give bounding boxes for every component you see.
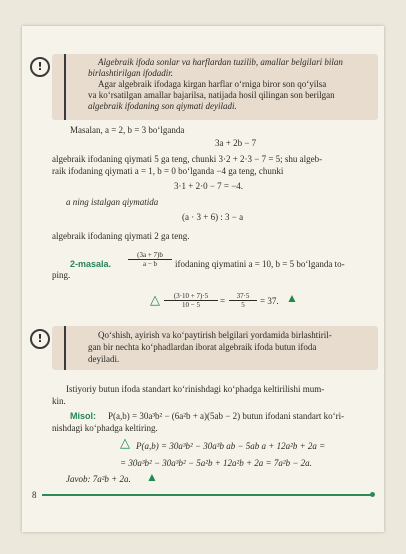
equals-sign: = <box>220 296 226 306</box>
example-text: P(a,b) = 30a³b² − (6a²b + a)(5ab − 2) butun ifodani standart ko‘ri- <box>108 411 345 421</box>
solution-result: = 37. <box>260 296 279 306</box>
solution-line: = 30a³b² − 30a³b² − 5a²b + 12a²b + 2a = 7a²b − 2a. <box>120 458 312 468</box>
body-text: Istiyoriy butun ifoda standart ko‘rinishdagi ko‘phadga keltirilishi mum- <box>66 384 325 394</box>
calculation: 3·1 + 2·0 − 7 = −4. <box>174 181 244 191</box>
problem-label: 2-masala. <box>70 259 112 269</box>
body-text: a ning istalgan qiymatida <box>66 197 159 207</box>
body-text: kin. <box>52 396 66 406</box>
solution-start-icon: △ <box>120 435 130 450</box>
fraction-denominator: 5 <box>241 301 245 309</box>
fraction-denominator: 10 − 5 <box>182 301 200 309</box>
fraction-numerator: 37·5 <box>229 292 257 301</box>
solution-end-icon: ▲ <box>146 470 158 484</box>
answer: Javob: 7a²b + 2a. <box>66 474 131 484</box>
exclamation-icon: ! <box>30 329 50 349</box>
definition-text: deyiladi. <box>88 354 120 364</box>
solution-line: P(a,b) = 30a³b² − 30a³b ab − 5ab a + 12a²b + 2a = <box>136 441 326 451</box>
example-intro: Masalan, a = 2, b = 3 bo‘lganda <box>70 125 185 135</box>
definition-text: Agar algebraik ifodaga kirgan harflar o‘rniga biror son qo‘yilsa <box>98 79 327 89</box>
definition-text: gan bir nechta ko‘phadlardan iborat algebraik ifoda butun ifoda <box>88 342 317 352</box>
box-divider-line <box>64 326 66 370</box>
textbook-page <box>22 26 384 532</box>
solution-end-icon: ▲ <box>286 291 298 305</box>
definition-text: Qo‘shish, ayirish va ko‘paytirish belgilari yordamida birlashtiril- <box>98 330 332 340</box>
definition-text: Algebraik ifoda sonlar va harflardan tuzilib, amallar belgilari bilan <box>98 57 343 67</box>
fraction-numerator: (3·10 + 7)·5 <box>164 292 218 301</box>
box-divider-line <box>64 54 66 120</box>
footer-rule <box>42 494 372 496</box>
body-text: algebraik ifodaning qiymati 2 ga teng. <box>52 231 190 241</box>
page-number: 8 <box>32 490 37 500</box>
problem-fraction <box>128 251 172 268</box>
expression: (a · 3 + 6) : 3 − a <box>182 212 244 222</box>
example-text: nishdagi ko‘phadga keltiring. <box>52 423 158 433</box>
footer-dot <box>370 492 375 497</box>
solution-fraction-2 <box>229 292 257 309</box>
definition-text: birlashtirilgan ifodadir. <box>88 68 174 78</box>
fraction-numerator: (3a + 7)b <box>128 251 172 260</box>
definition-text: va ko‘rsatilgan amallar bajarilsa, natijada hosil qilingan son berilgan <box>88 90 335 100</box>
body-text: raik ifodaning qiymati a = 1, b = 0 bo‘lganda −4 ga teng, chunki <box>52 166 284 176</box>
body-text: algebraik ifodaning qiymati 5 ga teng, chunki 3·2 + 2·3 − 7 = 5; shu algeb- <box>52 154 323 164</box>
solution-start-icon: △ <box>150 292 160 307</box>
exclamation-icon: ! <box>30 57 50 77</box>
definition-text: algebraik ifodaning son qiymati deyiladi. <box>88 101 237 111</box>
fraction-denominator: a − b <box>142 260 158 268</box>
solution-fraction-1 <box>164 292 218 309</box>
problem-text: ping. <box>52 270 71 280</box>
example-label: Misol: <box>70 411 96 421</box>
problem-text: ifodaning qiymatini a = 10, b = 5 bo‘lganda to- <box>175 259 345 269</box>
expression: 3a + 2b − 7 <box>215 138 257 148</box>
